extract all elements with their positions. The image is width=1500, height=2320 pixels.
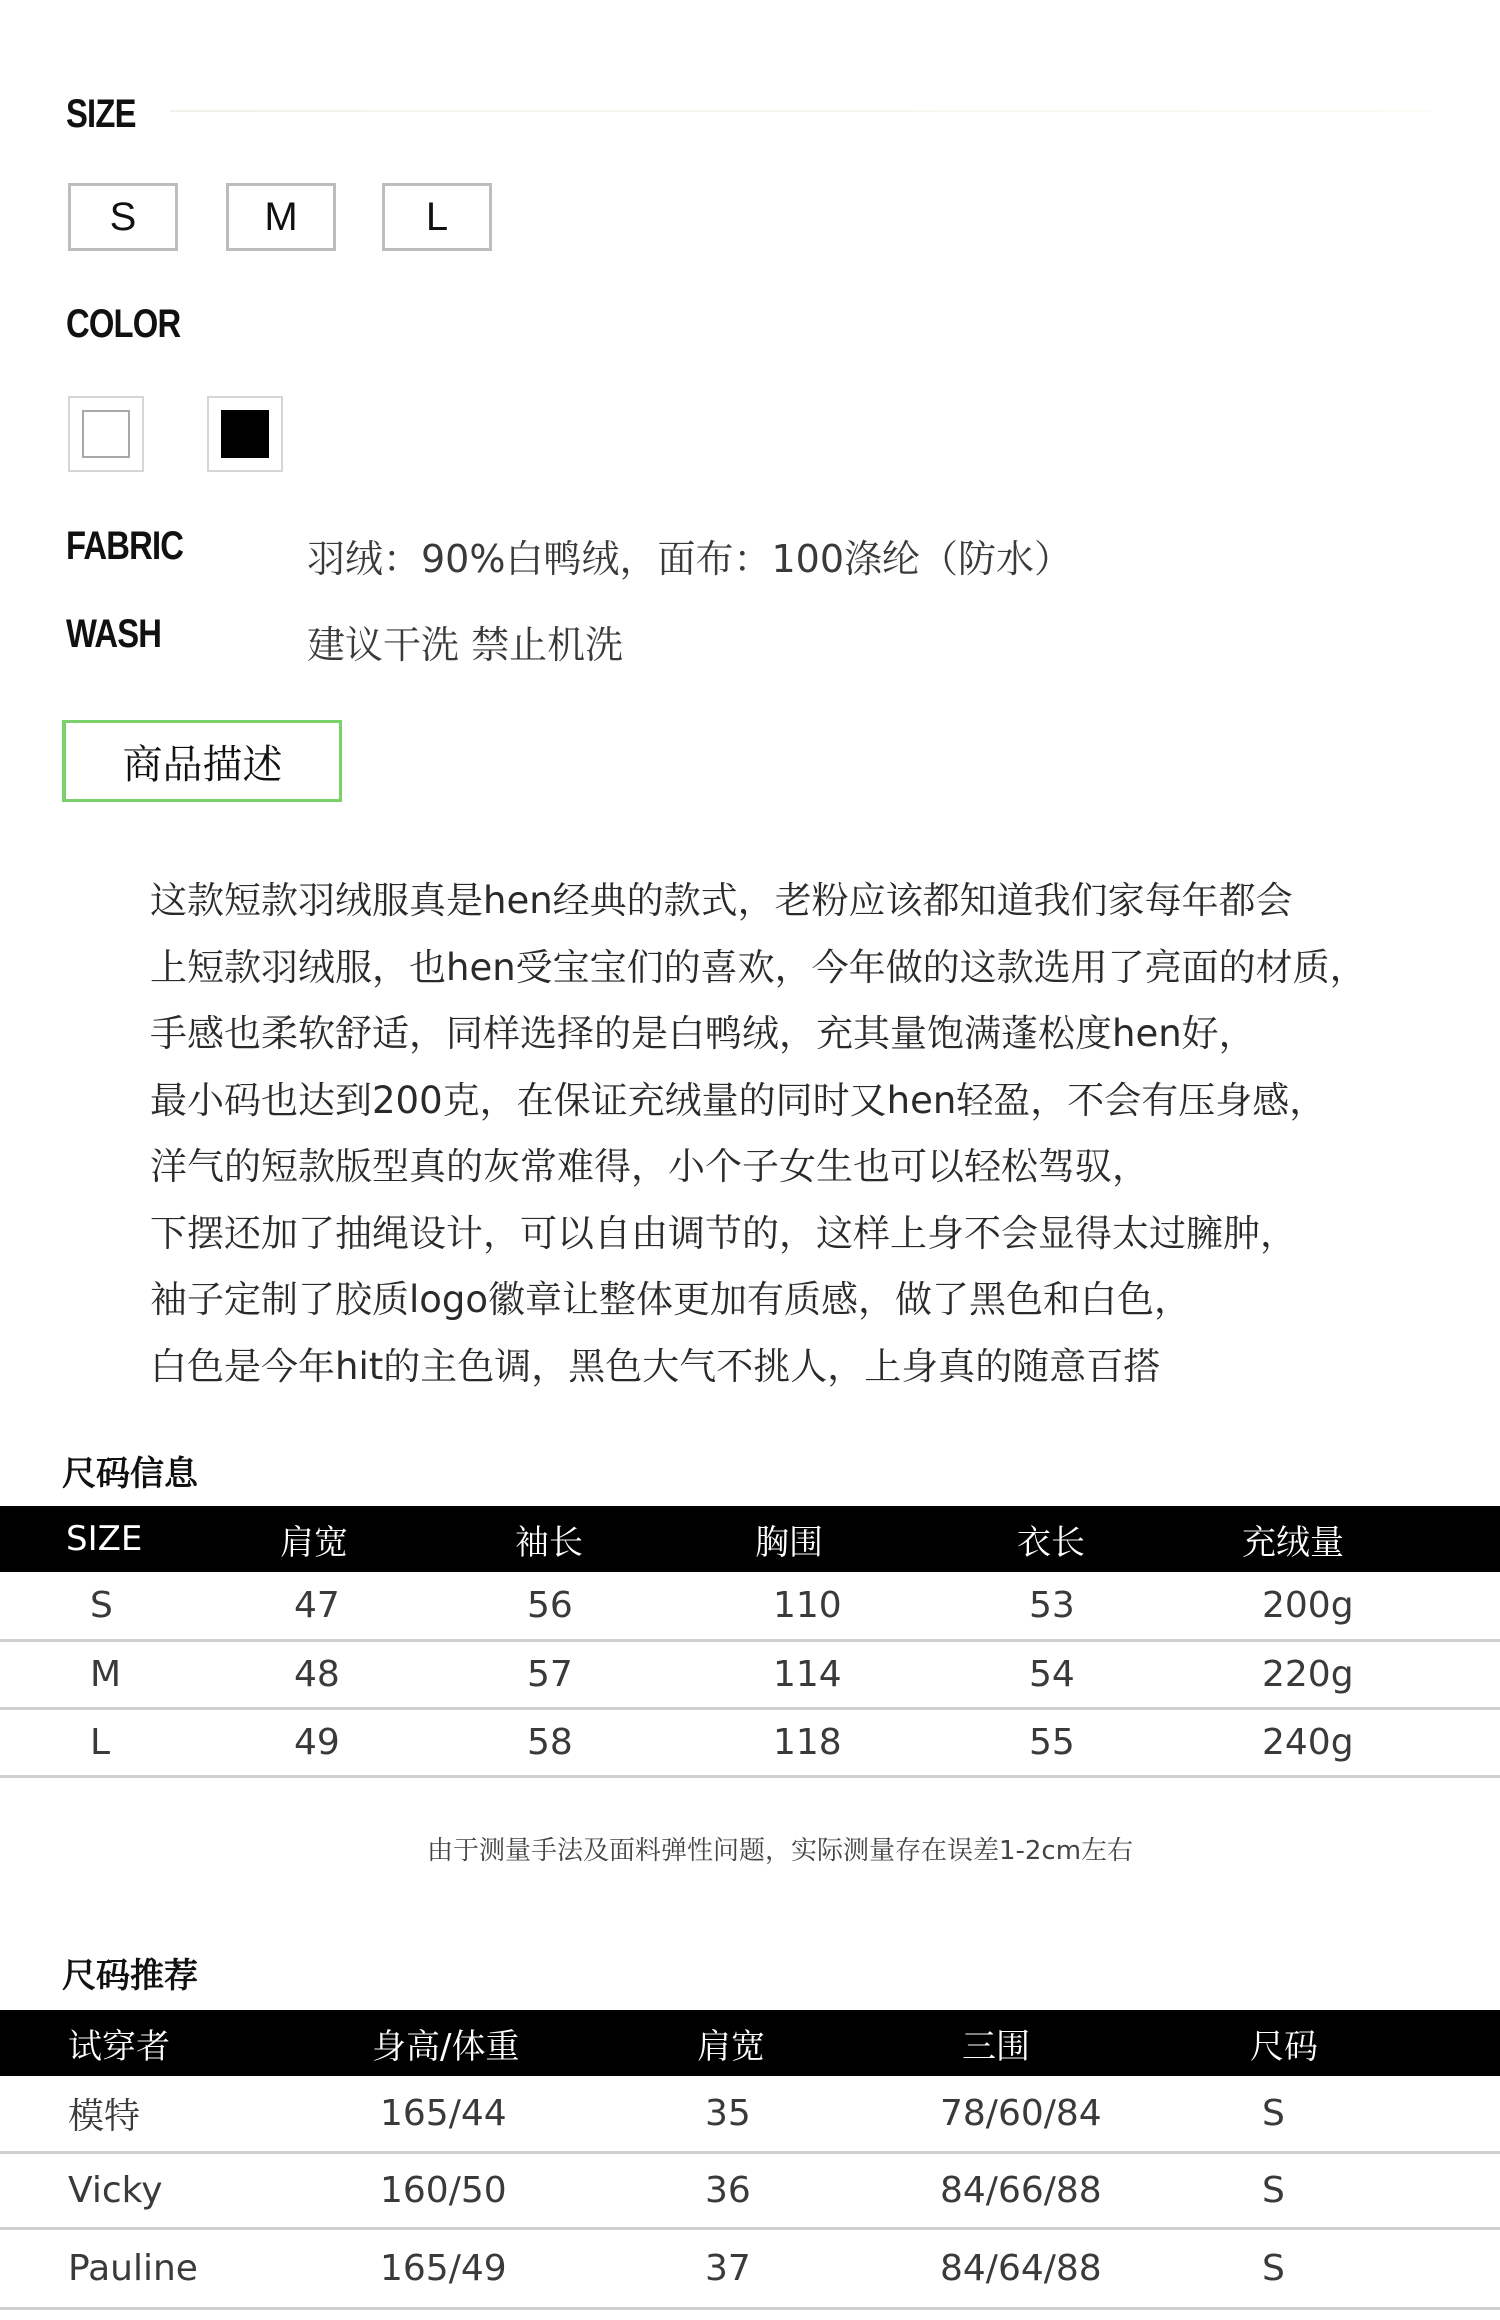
- color-label: COLOR: [66, 302, 181, 346]
- table-row: [0, 1640, 1500, 1708]
- description-line: 袖子定制了胶质logo徽章让整体更加有质感，做了黑色和白色，: [150, 1278, 1192, 1321]
- header-down-fill: 充绒量: [1242, 1506, 1500, 1572]
- table-cell: 35: [695, 2076, 910, 2152]
- table-cell: 165/49: [370, 2228, 695, 2308]
- table-cell: 57: [515, 1640, 755, 1708]
- description-line: 下摆还加了抽绳设计，可以自由调节的，这样上身不会显得太过臃肿，: [150, 1211, 1297, 1255]
- header-chest: 胸围: [755, 1506, 1017, 1572]
- description-line: 最小码也达到200克，在保证充绒量的同时又hen轻盈，不会有压身感，: [150, 1078, 1327, 1122]
- table-cell: S: [0, 1572, 280, 1640]
- table-cell: 84/66/88: [910, 2152, 1250, 2228]
- size-recommend-title: 尺码推荐: [62, 1956, 198, 1996]
- size-option-l[interactable]: L: [382, 183, 492, 251]
- table-cell: Pauline: [0, 2228, 370, 2308]
- table-cell: 47: [280, 1572, 515, 1640]
- table-cell: 36: [695, 2152, 910, 2228]
- table-cell: S: [1250, 2228, 1500, 2308]
- table-cell: L: [0, 1708, 280, 1776]
- size-info-table: [0, 1506, 1500, 1778]
- table-cell: 49: [280, 1708, 515, 1776]
- table-row: [0, 2152, 1500, 2228]
- table-cell: 模特: [0, 2076, 370, 2152]
- table-cell: 56: [515, 1572, 755, 1640]
- description-line: 白色是今年hit的主色调，黑色大气不挑人，上身真的随意百搭: [150, 1344, 1161, 1388]
- table-cell: 114: [755, 1640, 1017, 1708]
- table-cell: 160/50: [370, 2152, 695, 2228]
- table-cell: 110: [755, 1572, 1017, 1640]
- size-recommend-table: [0, 2010, 1500, 2310]
- table-row: [0, 1572, 1500, 1640]
- wash-label: WASH: [66, 612, 162, 656]
- description-line: 洋气的短款版型真的灰常难得，小个子女生也可以轻松驾驭，: [150, 1145, 1149, 1188]
- white-chip: [82, 410, 130, 458]
- table-cell: 78/60/84: [910, 2076, 1250, 2152]
- table-cell: 58: [515, 1708, 755, 1776]
- table-cell: 54: [1017, 1640, 1242, 1708]
- table-row: [0, 2228, 1500, 2308]
- description-line: 手感也柔软舒适，同样选择的是白鸭绒，充其量饱满蓬松度hen好，: [150, 1012, 1256, 1055]
- color-swatch-white[interactable]: [68, 396, 144, 472]
- table-cell: 53: [1017, 1572, 1242, 1640]
- size-option-m[interactable]: M: [226, 183, 336, 251]
- header-length: 衣长: [1017, 1506, 1242, 1572]
- table-cell: 200g: [1242, 1572, 1500, 1640]
- product-description-tab[interactable]: 商品描述: [62, 720, 342, 802]
- table-cell: 220g: [1242, 1640, 1500, 1708]
- header-size: SIZE: [0, 1506, 280, 1572]
- size-label: SIZE: [66, 92, 136, 136]
- header-size: 尺码: [1250, 2010, 1500, 2076]
- table-cell: 37: [695, 2228, 910, 2308]
- size-recommend-header-row: [0, 2010, 1500, 2076]
- size-info-header-row: [0, 1506, 1500, 1572]
- description-line: 这款短款羽绒服真是hen经典的款式，老粉应该都知道我们家每年都会: [150, 879, 1293, 922]
- table-cell: S: [1250, 2076, 1500, 2152]
- measurement-note: 由于测量手法及面料弹性问题，实际测量存在误差1-2cm左右: [426, 1836, 1134, 1866]
- black-chip: [221, 410, 269, 458]
- header-sleeve: 袖长: [515, 1506, 755, 1572]
- table-cell: 240g: [1242, 1708, 1500, 1776]
- table-cell: 55: [1017, 1708, 1242, 1776]
- header-height-weight: 身高/体重: [370, 2010, 695, 2076]
- table-cell: 48: [280, 1640, 515, 1708]
- table-cell: S: [1250, 2152, 1500, 2228]
- wash-value: 建议干洗 禁止机洗: [307, 623, 624, 667]
- size-info-title: 尺码信息: [62, 1454, 198, 1494]
- description-line: 上短款羽绒服，也hen受宝宝们的喜欢，今年做的这款选用了亮面的材质，: [150, 945, 1367, 989]
- table-cell: 118: [755, 1708, 1017, 1776]
- table-cell: M: [0, 1640, 280, 1708]
- fabric-value: 羽绒：90%白鸭绒，面布：100涤纶（防水）: [307, 537, 1072, 581]
- size-option-s[interactable]: S: [68, 183, 178, 251]
- fabric-label: FABRIC: [66, 524, 184, 568]
- table-cell: 84/64/88: [910, 2228, 1250, 2308]
- table-row: [0, 2076, 1500, 2152]
- table-row: [0, 1708, 1500, 1776]
- table-cell: Vicky: [0, 2152, 370, 2228]
- header-tester: 试穿者: [0, 2010, 370, 2076]
- product-description-text: [150, 868, 1470, 1400]
- header-measurements: 三围: [910, 2010, 1250, 2076]
- table-cell: 165/44: [370, 2076, 695, 2152]
- color-swatch-black[interactable]: [207, 396, 283, 472]
- size-divider: [170, 110, 1430, 112]
- header-shoulder: 肩宽: [695, 2010, 910, 2076]
- header-shoulder: 肩宽: [280, 1506, 515, 1572]
